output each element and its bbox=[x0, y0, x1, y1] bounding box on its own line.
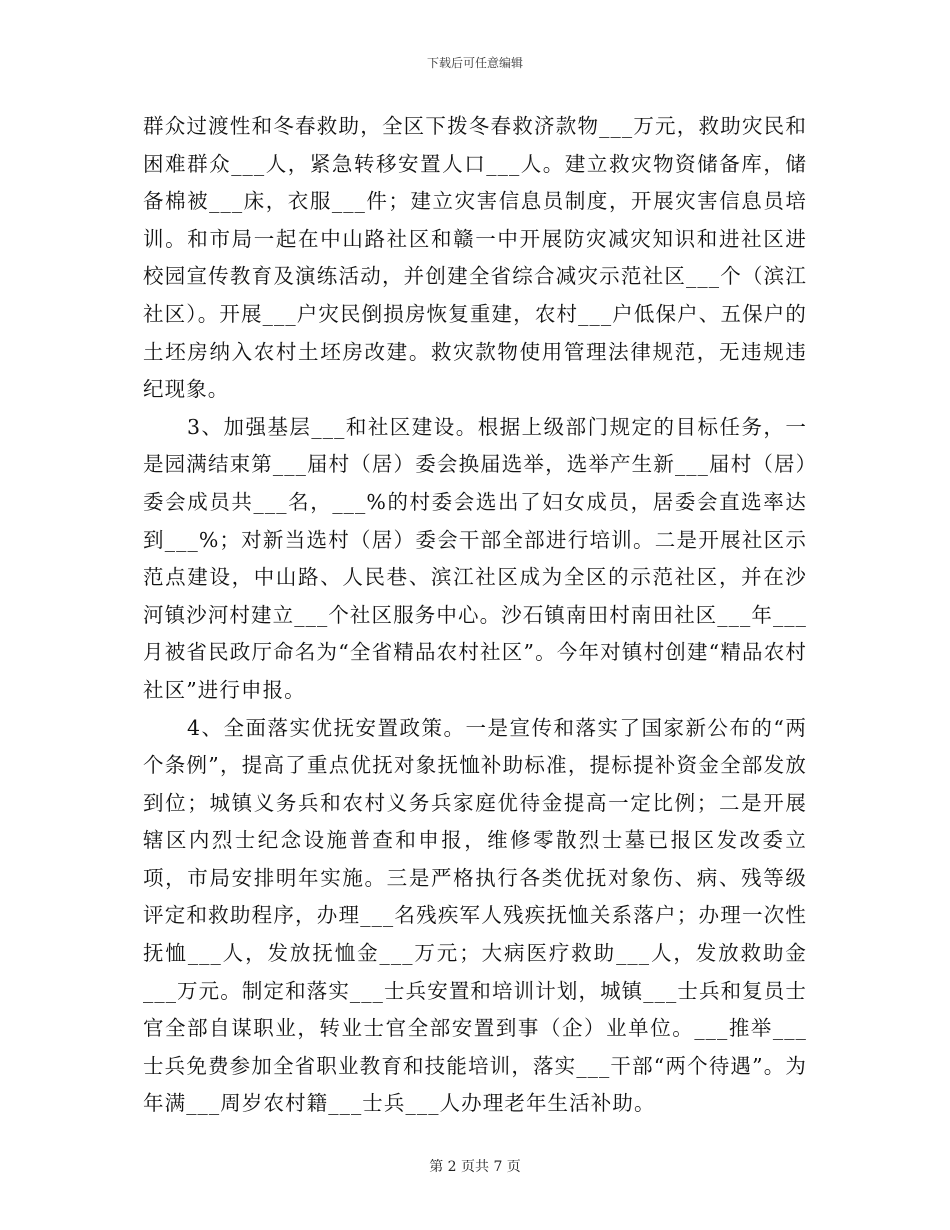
page-footer: 第 2 页共 7 页 bbox=[429, 1159, 521, 1175]
paragraph-continuation: 群众过渡性和冬春救助，全区下拨冬春救济款物___万元，救助灾民和困难群众___人，紧急转移安置人口___人。建立救灾物资储备库，储备棉被___床，衣服___件；建立灾害信息员制度，开展灾害信息员培训。和市局一起在中山路社区和赣一中开展防灾减灾知识和进社区进校园宣传教育及演练活动，并创建全省综合减灾示范社区___个（滨江社区）。开展___户灾民倒损房恢复重建，农村___户低保户、五保户的土坯房纳入农村土坯房改建。救灾款物使用管理法律规范，无违规违纪现象。 bbox=[143, 114, 807, 402]
paragraph-preferential-policy: 4、全面落实优抚安置政策。一是宣传和落实了国家新公布的“两个条例”，提高了重点优抚对象抚恤补助标准，提标提补资金全部发放到位；城镇义务兵和农村义务兵家庭优待金提高一定比例；二是开展辖区内烈士纪念设施普查和申报，维修零散烈士墓已报区发改委立项，市局安排明年实施。三是严格执行各类优抚对象伤、病、残等级评定和救助程序，办理___名残疾军人残疾抚恤关系落户；办理一次性抚恤___人，发放抚恤金___万元；大病医疗救助___人，发放救助金___万元。制定和落实___士兵安置和培训计划，城镇___士兵和复员士官全部自谋职业，转业士官全部安置到事（企）业单位。___推举___士兵免费参加全省职业教育和技能培训，落实___干部“两个待遇”。为年满___周岁农村籍___士兵___人办理老年生活补助。 bbox=[143, 715, 807, 1116]
paragraph-community-building: 3、加强基层___和社区建设。根据上级部门规定的目标任务，一是园满结束第___届村（居）委会换届选举，选举产生新___届村（居）委会成员共___名，___%的村委会选出了妇女成员，居委会直选率达到___%；对新当选村（居）委会干部全部进行培训。二是开展社区示范点建设，中山路、人民巷、滨江社区成为全区的示范社区，并在沙河镇沙河村建立___个社区服务中心。沙石镇南田村南田社区___年___月被省民政厅命名为“全省精品农村社区”。今年对镇村创建“精品农村社区”进行申报。 bbox=[143, 414, 807, 702]
document-body bbox=[143, 108, 807, 1123]
page-header: 下载后可任意编辑 bbox=[426, 56, 523, 70]
